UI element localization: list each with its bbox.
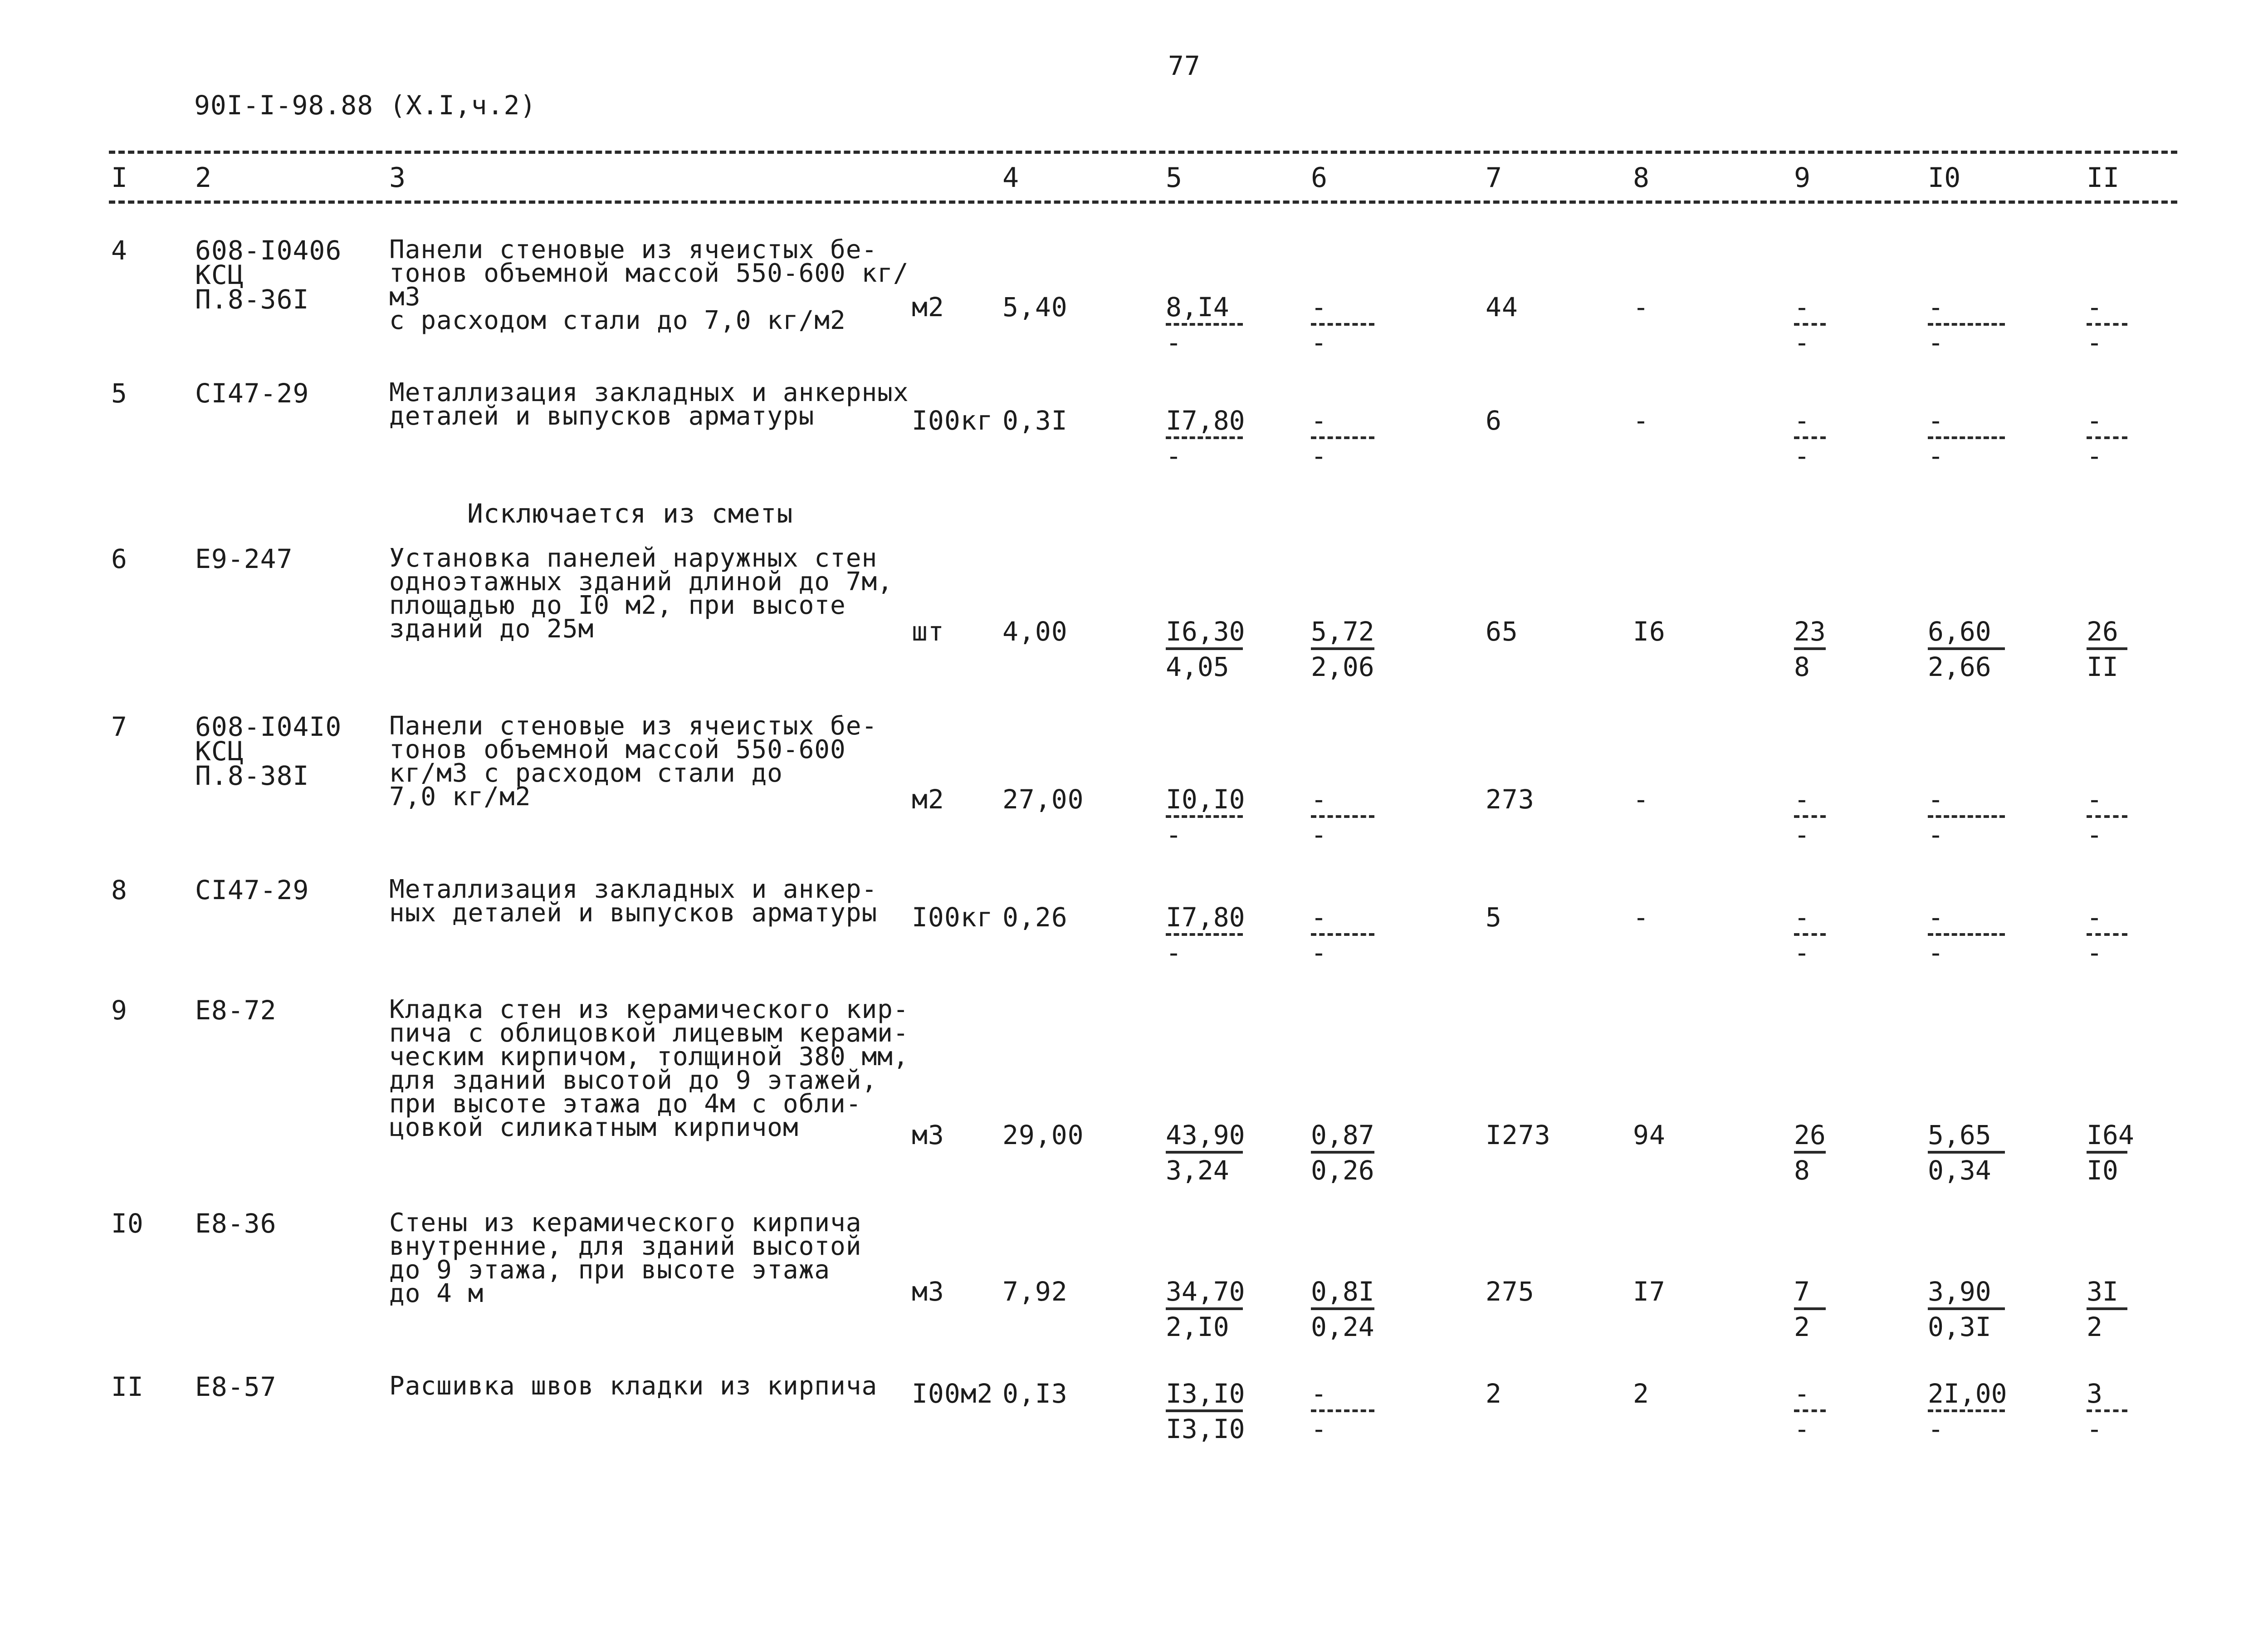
fraction-denominator: II	[2087, 651, 2118, 682]
fraction-bar	[1794, 1151, 1826, 1154]
col-7-value: 2	[1486, 1378, 1502, 1409]
fraction-bar	[2087, 933, 2127, 936]
header-top-rule	[109, 151, 2177, 154]
fraction-denominator: -	[1794, 1414, 1810, 1444]
fraction-bar	[1166, 1307, 1243, 1310]
fraction-bar	[1928, 323, 2005, 326]
fraction-denominator: -	[2087, 937, 2102, 968]
quantity: 0,I3	[1002, 1378, 1068, 1409]
fraction-denominator: I3,I0	[1166, 1414, 1245, 1444]
fraction-numerator: -	[1311, 405, 1327, 436]
fraction-numerator: I3,I0	[1166, 1378, 1245, 1409]
fraction-col-9	[1794, 1120, 1826, 1186]
fraction-bar	[1928, 1307, 2005, 1310]
fraction-denominator: 2	[2087, 1311, 2102, 1342]
rate-code: 608-I04I0 КСЦ П.8-38I	[195, 711, 342, 791]
fraction-bar	[1794, 815, 1826, 818]
rate-code: CI47-29	[195, 875, 309, 905]
header-bottom-rule	[109, 201, 2177, 204]
col-8-value: -	[1633, 902, 1649, 933]
fraction-denominator: I0	[2087, 1155, 2118, 1186]
unit: м3	[912, 1276, 944, 1307]
fraction-numerator: 0,8I	[1311, 1276, 1374, 1307]
col-7-value: 275	[1486, 1276, 1535, 1307]
fraction-denominator: -	[1311, 440, 1327, 471]
quantity: 7,92	[1002, 1276, 1068, 1307]
fraction-col-5	[1166, 1378, 1245, 1444]
fraction-denominator: 3,24	[1166, 1155, 1229, 1186]
col-8-value: I7	[1633, 1276, 1666, 1307]
fraction-denominator: -	[1928, 819, 1944, 850]
unit: м2	[912, 784, 944, 815]
fraction-col-6	[1311, 784, 1374, 850]
fraction-col-9	[1794, 1378, 1826, 1444]
document-code: 90I-I-98.88 (X.I,ч.2)	[194, 90, 537, 121]
fraction-numerator: 6,60	[1928, 616, 1991, 647]
fraction-numerator: 3,90	[1928, 1276, 1991, 1307]
fraction-bar	[2087, 1307, 2127, 1310]
fraction-col-11	[2087, 1276, 2127, 1342]
fraction-numerator: I7,80	[1166, 405, 1245, 436]
fraction-col-10	[1928, 784, 2005, 850]
fraction-numerator: -	[1928, 292, 1944, 323]
fraction-col-6	[1311, 1276, 1374, 1342]
fraction-col-5	[1166, 1276, 1245, 1342]
fraction-col-6	[1311, 902, 1374, 968]
column-header-1: I	[111, 162, 128, 194]
fraction-col-9	[1794, 1276, 1826, 1342]
fraction-bar	[1166, 1151, 1243, 1154]
fraction-denominator: 0,24	[1311, 1311, 1374, 1342]
fraction-numerator: 34,70	[1166, 1276, 1245, 1307]
quantity: 0,26	[1002, 902, 1068, 933]
fraction-bar	[1928, 647, 2005, 650]
fraction-denominator: 4,05	[1166, 651, 1229, 682]
col-7-value: 5	[1486, 902, 1502, 933]
fraction-col-9	[1794, 784, 1826, 850]
page-number: 77	[1168, 50, 1201, 81]
fraction-numerator: -	[1794, 784, 1810, 815]
fraction-bar	[2087, 436, 2127, 439]
fraction-denominator: -	[1311, 819, 1327, 850]
fraction-col-11	[2087, 405, 2127, 471]
work-description: Установка панелей наружных стен одноэтажных зданий длиной до 7м, площадью до I0 м2, при высоте зданий до 25м	[389, 543, 893, 644]
fraction-col-11	[2087, 292, 2127, 358]
fraction-numerator: -	[1928, 405, 1944, 436]
column-header-7: 7	[1486, 162, 1502, 194]
fraction-col-6	[1311, 405, 1374, 471]
fraction-numerator: 26	[2087, 616, 2118, 647]
fraction-denominator: -	[1928, 937, 1944, 968]
fraction-bar	[1311, 647, 1374, 650]
col-7-value: 65	[1486, 616, 1518, 647]
fraction-col-10	[1928, 292, 2005, 358]
fraction-numerator: -	[1928, 902, 1944, 933]
column-header-3: 3	[389, 162, 406, 194]
fraction-denominator: -	[1928, 1414, 1944, 1444]
fraction-denominator: -	[2087, 1414, 2102, 1444]
rate-code: 608-I0406 КСЦ П.8-36I	[195, 235, 342, 315]
fraction-bar	[1311, 933, 1374, 936]
quantity: 27,00	[1002, 784, 1084, 815]
fraction-numerator: -	[1311, 784, 1327, 815]
fraction-bar	[1928, 1151, 2005, 1154]
fraction-numerator: -	[1794, 292, 1810, 323]
fraction-col-10	[1928, 902, 2005, 968]
fraction-col-10	[1928, 1276, 2005, 1342]
fraction-bar	[2087, 323, 2127, 326]
fraction-denominator: -	[1794, 327, 1810, 358]
fraction-denominator: 8	[1794, 1155, 1810, 1186]
fraction-bar	[1928, 933, 2005, 936]
fraction-numerator: -	[1794, 1378, 1810, 1409]
fraction-numerator: -	[2087, 405, 2102, 436]
fraction-col-5	[1166, 616, 1245, 682]
fraction-col-6	[1311, 1120, 1374, 1186]
fraction-bar	[1311, 1307, 1374, 1310]
col-8-value: 94	[1633, 1120, 1666, 1150]
fraction-bar	[1311, 1409, 1374, 1412]
column-header-8: 8	[1633, 162, 1650, 194]
rate-code: E9-247	[195, 543, 293, 574]
fraction-col-10	[1928, 1378, 2007, 1444]
fraction-col-11	[2087, 902, 2127, 968]
fraction-denominator: -	[2087, 819, 2102, 850]
fraction-col-9	[1794, 902, 1826, 968]
fraction-col-5	[1166, 1120, 1245, 1186]
fraction-col-6	[1311, 292, 1374, 358]
fraction-col-9	[1794, 292, 1826, 358]
fraction-bar	[1794, 436, 1826, 439]
fraction-bar	[1166, 815, 1243, 818]
fraction-numerator: I64	[2087, 1120, 2134, 1150]
fraction-numerator: -	[1311, 902, 1327, 933]
unit: шт	[912, 616, 944, 647]
quantity: 29,00	[1002, 1120, 1084, 1150]
work-description: Стены из керамического кирпича внутренние, для зданий высотой до 9 этажа, при высоте этажа до 4 м	[389, 1208, 862, 1308]
fraction-col-6	[1311, 616, 1374, 682]
fraction-bar	[2087, 1409, 2127, 1412]
fraction-numerator: 5,65	[1928, 1120, 1991, 1150]
fraction-bar	[1166, 647, 1243, 650]
fraction-numerator: 8,I4	[1166, 292, 1229, 323]
fraction-numerator: 5,72	[1311, 616, 1374, 647]
fraction-col-10	[1928, 405, 2005, 471]
fraction-denominator: -	[1928, 440, 1944, 471]
fraction-numerator: -	[2087, 784, 2102, 815]
row-number: 5	[111, 378, 127, 409]
fraction-denominator: -	[1794, 819, 1810, 850]
fraction-numerator: 43,90	[1166, 1120, 1245, 1150]
fraction-numerator: -	[1311, 292, 1327, 323]
fraction-col-11	[2087, 784, 2127, 850]
fraction-denominator: -	[1166, 819, 1182, 850]
rate-code: E8-72	[195, 995, 277, 1026]
fraction-denominator: -	[1794, 937, 1810, 968]
unit: I00м2	[912, 1378, 993, 1409]
fraction-numerator: 7	[1794, 1276, 1810, 1307]
row-number: 7	[111, 711, 127, 742]
work-description: Кладка стен из керамического кир- пича с облицовкой лицевым керами- ческим кирпичом, толщиной 380 мм, для зданий высотой до 9 этажей, при высоте этажа до 4м с обли- цовкой силикатным кирпичом	[389, 995, 909, 1142]
fraction-denominator: -	[1311, 937, 1327, 968]
fraction-bar	[1311, 323, 1374, 326]
fraction-denominator: 8	[1794, 651, 1810, 682]
column-header-6: 6	[1311, 162, 1328, 194]
col-7-value: 6	[1486, 405, 1502, 436]
fraction-denominator: -	[2087, 440, 2102, 471]
fraction-denominator: -	[1166, 440, 1182, 471]
fraction-numerator: -	[2087, 902, 2102, 933]
fraction-bar	[1166, 1409, 1243, 1412]
fraction-col-5	[1166, 784, 1245, 850]
rate-code: CI47-29	[195, 378, 309, 409]
fraction-numerator: 3	[2087, 1378, 2102, 1409]
fraction-denominator: 2	[1794, 1311, 1810, 1342]
work-description: Металлизация закладных и анкер- ных деталей и выпусков арматуры	[389, 875, 878, 928]
column-header-11: II	[2087, 162, 2120, 194]
fraction-col-9	[1794, 616, 1826, 682]
unit: м3	[912, 1120, 944, 1150]
column-header-10: I0	[1928, 162, 1961, 194]
column-header-9: 9	[1794, 162, 1811, 194]
work-description: Панели стеновые из ячеистых бе- тонов объемной массой 550-600 кг/м3 с расходом стали до 7,0 кг/м2	[389, 711, 878, 812]
fraction-bar	[2087, 1151, 2127, 1154]
row-number: 6	[111, 543, 127, 574]
work-description: Металлизация закладных и анкерных деталей и выпусков арматуры	[389, 378, 909, 431]
fraction-denominator: -	[1311, 1414, 1327, 1444]
fraction-bar	[1311, 1151, 1374, 1154]
fraction-numerator: -	[1794, 902, 1810, 933]
row-number: I0	[111, 1208, 144, 1239]
fraction-col-11	[2087, 1120, 2134, 1186]
fraction-col-10	[1928, 1120, 2005, 1186]
fraction-bar	[1166, 323, 1243, 326]
fraction-denominator: -	[2087, 327, 2102, 358]
fraction-bar	[1311, 815, 1374, 818]
fraction-bar	[1166, 436, 1243, 439]
fraction-bar	[1794, 1409, 1826, 1412]
fraction-bar	[1794, 323, 1826, 326]
fraction-bar	[1928, 436, 2005, 439]
col-8-value: -	[1633, 784, 1649, 815]
row-number: 9	[111, 995, 127, 1026]
fraction-numerator: 23	[1794, 616, 1826, 647]
rate-code: E8-36	[195, 1208, 277, 1239]
rate-code: E8-57	[195, 1371, 277, 1402]
fraction-numerator: 3I	[2087, 1276, 2118, 1307]
fraction-denominator: -	[1794, 440, 1810, 471]
fraction-denominator: -	[1928, 327, 1944, 358]
unit: I00кг	[912, 902, 993, 933]
column-header-5: 5	[1166, 162, 1183, 194]
fraction-col-11	[2087, 1378, 2127, 1444]
fraction-bar	[1794, 647, 1826, 650]
col-7-value: I273	[1486, 1120, 1551, 1150]
fraction-denominator: 0,34	[1928, 1155, 1991, 1186]
fraction-numerator: 0,87	[1311, 1120, 1374, 1150]
fraction-bar	[1928, 815, 2005, 818]
fraction-denominator: 0,26	[1311, 1155, 1374, 1186]
col-8-value: -	[1633, 405, 1649, 436]
fraction-numerator: 2I,00	[1928, 1378, 2007, 1409]
fraction-numerator: I6,30	[1166, 616, 1245, 647]
fraction-col-5	[1166, 902, 1245, 968]
fraction-denominator: -	[1166, 327, 1182, 358]
fraction-numerator: I0,I0	[1166, 784, 1245, 815]
work-description: Расшивка швов кладки из кирпича	[389, 1371, 878, 1401]
quantity: 4,00	[1002, 616, 1068, 647]
col-8-value: 2	[1633, 1378, 1649, 1409]
fraction-col-11	[2087, 616, 2127, 682]
col-8-value: I6	[1633, 616, 1666, 647]
row-number: II	[111, 1371, 144, 1402]
fraction-numerator: I7,80	[1166, 902, 1245, 933]
fraction-col-9	[1794, 405, 1826, 471]
fraction-bar	[1311, 436, 1374, 439]
fraction-bar	[1794, 1307, 1826, 1310]
fraction-denominator: -	[1311, 327, 1327, 358]
quantity: 0,3I	[1002, 405, 1068, 436]
fraction-col-10	[1928, 616, 2005, 682]
quantity: 5,40	[1002, 292, 1068, 323]
fraction-denominator: 2,06	[1311, 651, 1374, 682]
fraction-numerator: -	[1794, 405, 1810, 436]
col-7-value: 273	[1486, 784, 1535, 815]
fraction-col-6	[1311, 1378, 1374, 1444]
column-header-4: 4	[1002, 162, 1019, 194]
fraction-numerator: -	[2087, 292, 2102, 323]
fraction-denominator: -	[1166, 937, 1182, 968]
fraction-denominator: 2,66	[1928, 651, 1991, 682]
work-description: Панели стеновые из ячеистых бе- тонов объемной массой 550-600 кг/м3 с расходом стали до 7,0 кг/м2	[389, 235, 909, 335]
col-8-value: -	[1633, 292, 1649, 323]
fraction-bar	[2087, 815, 2127, 818]
fraction-bar	[1928, 1409, 2005, 1412]
fraction-col-5	[1166, 292, 1243, 358]
fraction-col-5	[1166, 405, 1245, 471]
fraction-numerator: 26	[1794, 1120, 1826, 1150]
row-number: 8	[111, 875, 127, 905]
column-header-2: 2	[195, 162, 212, 194]
row-number: 4	[111, 235, 127, 266]
unit: I00кг	[912, 405, 993, 436]
fraction-bar	[2087, 647, 2127, 650]
fraction-denominator: 2,I0	[1166, 1311, 1229, 1342]
fraction-bar	[1166, 933, 1243, 936]
unit: м2	[912, 292, 944, 323]
fraction-denominator: 0,3I	[1928, 1311, 1991, 1342]
fraction-bar	[1794, 933, 1826, 936]
col-7-value: 44	[1486, 292, 1518, 323]
section-note: Исключается из сметы	[467, 498, 793, 529]
fraction-numerator: -	[1311, 1378, 1327, 1409]
fraction-numerator: -	[1928, 784, 1944, 815]
